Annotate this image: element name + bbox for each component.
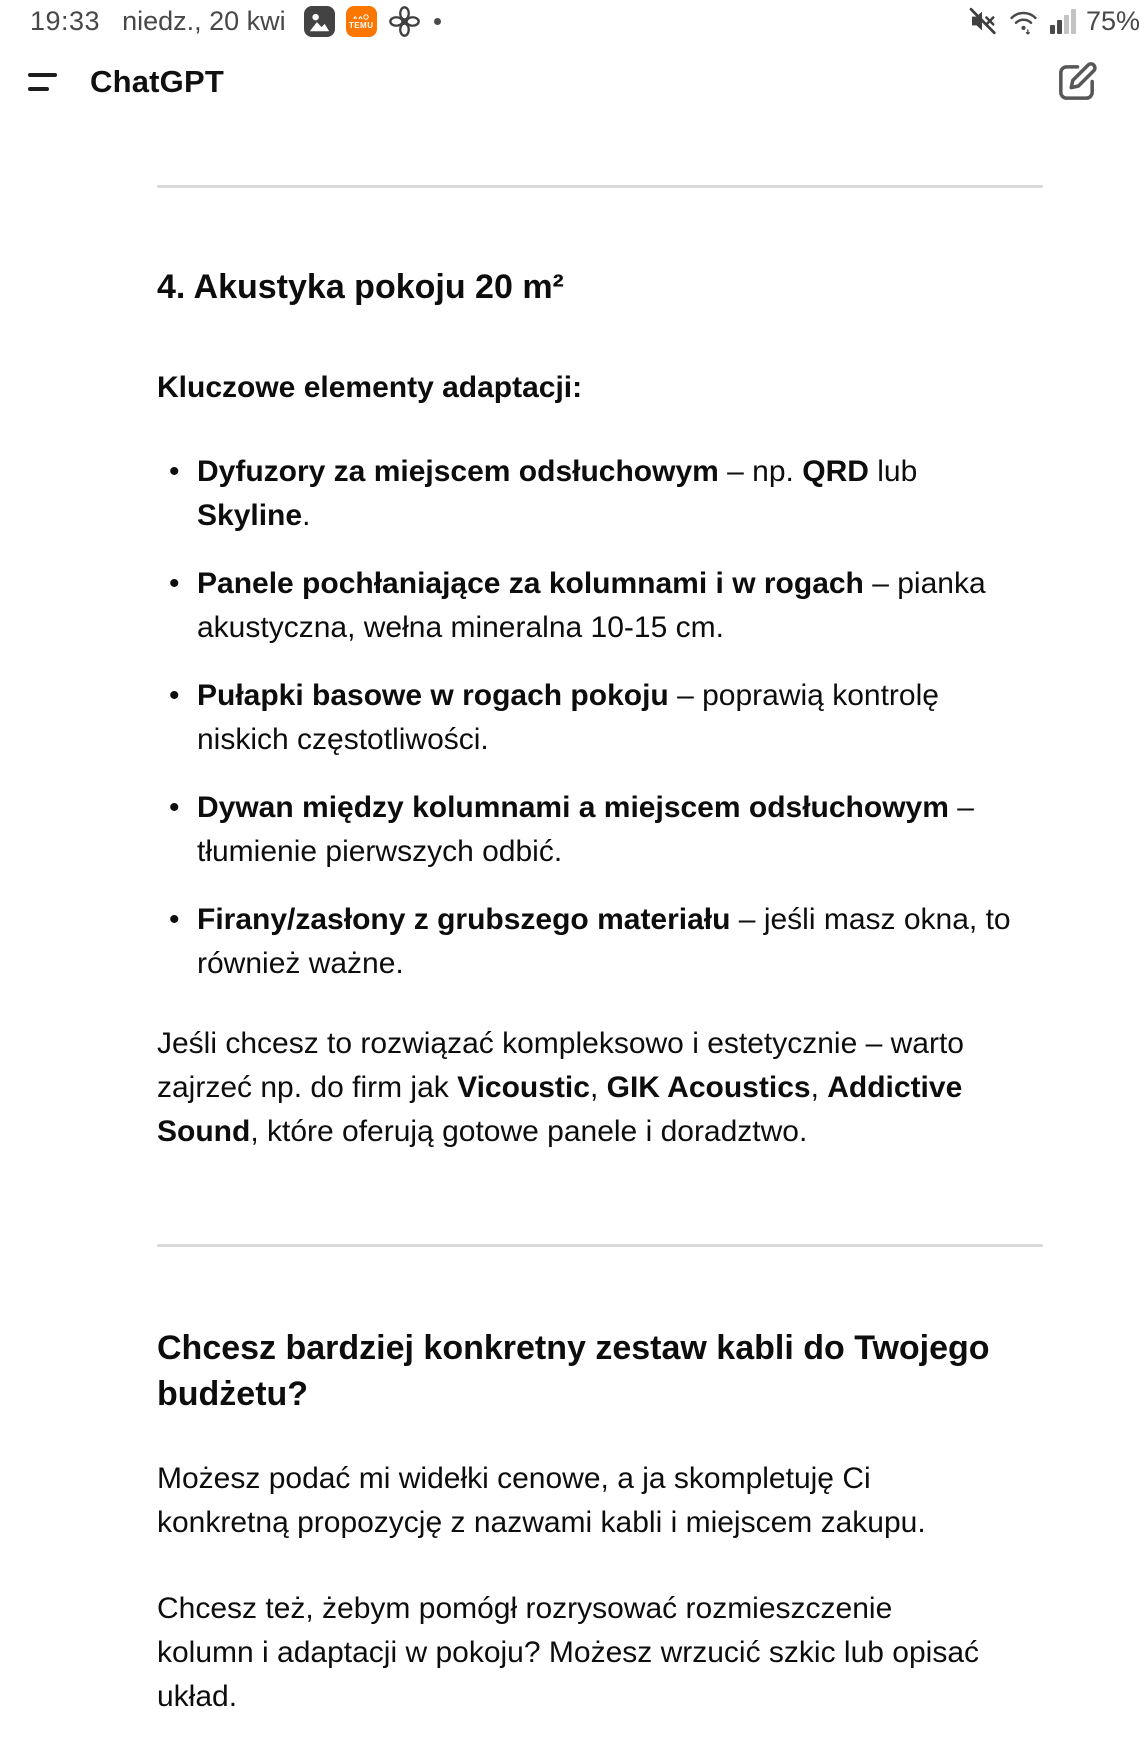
- followup-paragraph-2: Chcesz też, żebym pomógł rozrysować rozmieszczenie kolumn i adaptacji w pokoju? Możesz wrzucić szkic lub opisać układ.: [157, 1592, 980, 1713]
- adaptation-list: [157, 450, 1043, 986]
- list-intro: Kluczowe elementy adaptacji:: [157, 371, 583, 404]
- section-outro-paragraph: Jeśli chcesz to rozwiązać kompleksowo i estetycznie – warto zajrzeć np. do firm jak Vicoustic, GIK Acoustics, Addictive Sound, które oferują gotowe panele i doradztwo.: [157, 1027, 964, 1148]
- list-item: • Panele pochłaniające za kolumnami i w rogach – pianka akustyczna, wełna mineralna 10-15 cm.: [157, 562, 1043, 650]
- battery-percent: 75%: [1085, 5, 1140, 36]
- temu-icon: TEMU: [346, 6, 377, 37]
- list-item: • Dyfuzory za miejscem odsłuchowym – np. QRD lub Skyline.: [157, 450, 1043, 538]
- status-date: niedz., 20 kwi: [122, 5, 286, 36]
- list-item: • Pułapki basowe w rogach pokoju – poprawią kontrolę niskich częstotliwości.: [157, 674, 1043, 762]
- wifi-icon: [1007, 6, 1040, 36]
- section-divider: [157, 185, 1043, 188]
- list-item: • Dywan między kolumnami a miejscem odsłuchowym – tłumienie pierwszych odbić.: [157, 786, 1043, 874]
- section-heading-acoustics: 4. Akustyka pokoju 20 m²: [157, 268, 564, 306]
- assistant-message: [0, 185, 1148, 1719]
- list-item: • Firany/zasłony z grubszego materiału – jeśli masz okna, to również ważne.: [157, 898, 1043, 986]
- sidebar-menu-button[interactable]: [28, 73, 60, 91]
- status-bar: [0, 0, 1148, 40]
- gallery-icon: [304, 6, 335, 37]
- signal-bars-icon: [1050, 8, 1076, 34]
- app-header: [0, 40, 1148, 114]
- followup-paragraph-1: Możesz podać mi widełki cenowe, a ja skompletuję Ci konkretną propozycję z nazwami kabli i miejscem zakupu.: [157, 1462, 926, 1539]
- question-heading: Chcesz bardziej konkretny zestaw kabli do Twojego budżetu?: [157, 1329, 990, 1413]
- app-title: ChatGPT: [90, 64, 225, 99]
- section-divider: [157, 1244, 1043, 1247]
- status-time: 19:33: [30, 5, 101, 36]
- compose-icon: [1053, 59, 1100, 106]
- fan-icon: [388, 5, 421, 38]
- system-status-icons: [967, 6, 1142, 37]
- more-notifications-dot: [434, 18, 441, 25]
- muted-speaker-icon: [967, 6, 997, 36]
- menu-icon: [28, 73, 57, 77]
- notification-icons: [304, 5, 441, 38]
- new-chat-button[interactable]: [1053, 59, 1100, 106]
